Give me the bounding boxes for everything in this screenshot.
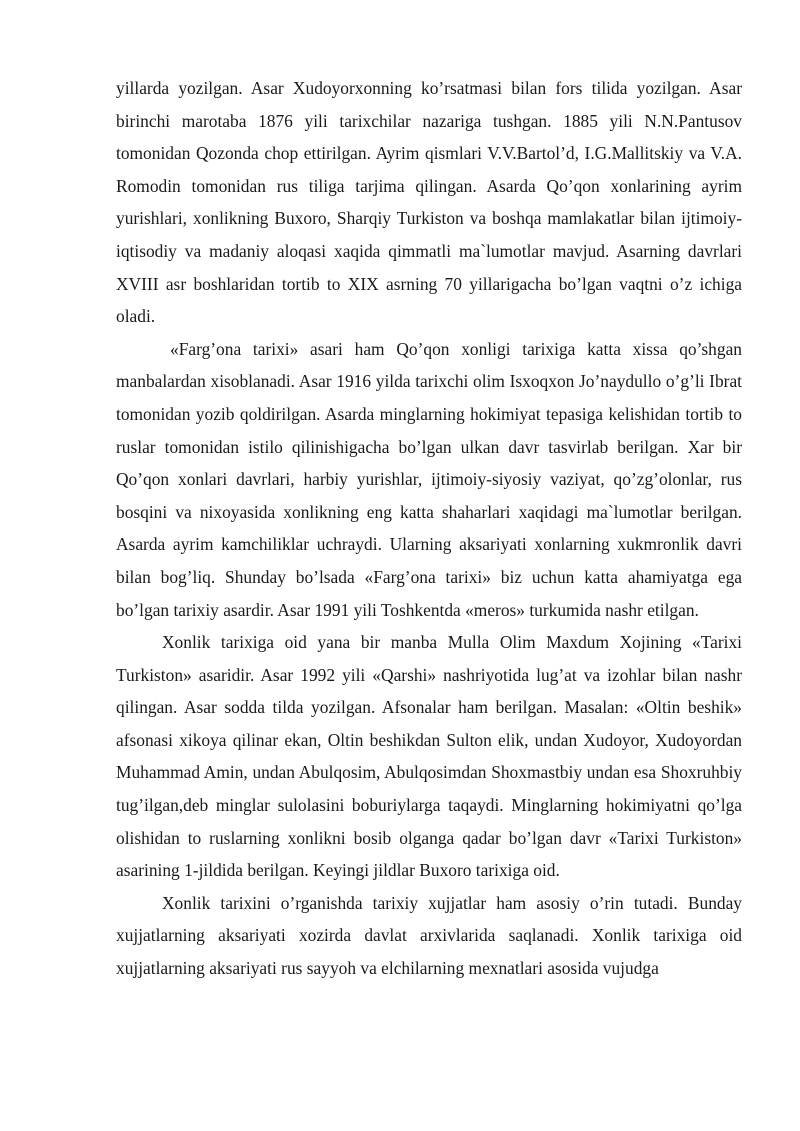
document-page <box>116 72 742 985</box>
paragraph-tarixi-turkiston: Xonlik tarixiga oid yana bir manba Mulla Olim Maxdum Xojining «Tarixi Turkiston» asaridir. Asar 1992 yili «Qarshi» nashriyotida lug’at va izohlar bilan nashr qilingan. Asar sodda tilda yozilgan. Afsonalar ham berilgan. Masalan: «Oltin beshik» afsonasi xikoya qilinar ekan, Oltin beshikdan Sulton elik, undan Xudoyor, Xudoyordan Muhammad Amin, undan Abulqosim, Abulqosimdan Shoxmastbiy undan esa Shoxruhbiy tug’ilgan,deb minglar sulolasini boburiylarga taqaydi. Minglarning hokimiyatni qo’lga olishidan to ruslarning xonlikni bosib olganga qadar bo’lgan davr «Tarixi Turkiston» asarining 1-jildida berilgan. Keyingi jildlar Buxoro tarixiga oid. <box>116 632 742 881</box>
paragraph-tarixiy-xujjatlar: Xonlik tarixini o’rganishda tarixiy xujjatlar ham asosiy o’rin tutadi. Bunday xujjatlarning aksariyati xozirda davlat arxivlarida saqlanadi. Xonlik tarixiga oid xujjatlarning aksariyati rus sayyoh va elchilarning mexnatlari asosida vujudga <box>116 892 742 979</box>
paragraph-fargona-tarixi: «Farg’ona tarixi» asari ham Qo’qon xonligi tarixiga katta xissa qo’shgan manbalardan xisoblanadi. Asar 1916 yilda tarixchi olim Isxoqxon Jo’naydullo o’g’li Ibrat tomonidan yozib qoldirilgan. Asarda minglarning hokimiyat tepasiga kelishidan tortib to ruslar tomonidan istilo qilinishigacha bo’lgan ulkan davr tasvirlab berilgan. Xar bir Qo’qon xonlari davrlari, harbiy yurishlar, ijtimoiy-siyosiy vaziyat, qo’zg’olonlar, rus bosqini va nixoyasida xonlikning eng katta shaharlari xaqidagi ma`lumotlar berilgan. Asarda ayrim kamchiliklar uchraydi. Ularning aksariyati xonlarning xukmronlik davri bilan bog’liq. Shunday bo’lsada «Farg’ona tarixi» biz uchun katta ahamiyatga ega bo’lgan tarixiy asardir. Asar 1991 yili Toshkentda «meros» turkumida nashr etilgan. <box>116 338 742 620</box>
paragraph-continuation: yillarda yozilgan. Asar Xudoyorxonning ko’rsatmasi bilan fors tilida yozilgan. Asar birinchi marotaba 1876 yili tarixchilar nazariga tushgan. 1885 yili N.N.Pantusov tomonidan Qozonda chop ettirilgan. Ayrim qismlari V.V.Bartol’d, I.G.Mallitskiy va V.A. Romodin tomonidan rus tiliga tarjima qilingan. Asarda Qo’qon xonlarining ayrim yurishlari, xonlikning Buxoro, Sharqiy Turkiston va boshqa mamlakatlar bilan ijtimoiy-iqtisodiy va madaniy aloqasi xaqida qimmatli ma`lumotlar mavjud. Asarning davrlari XVIII asr boshlaridan tortib to XIX asrning 70 yillarigacha bo’lgan vaqtni o’z ichiga oladi. <box>116 78 742 327</box>
